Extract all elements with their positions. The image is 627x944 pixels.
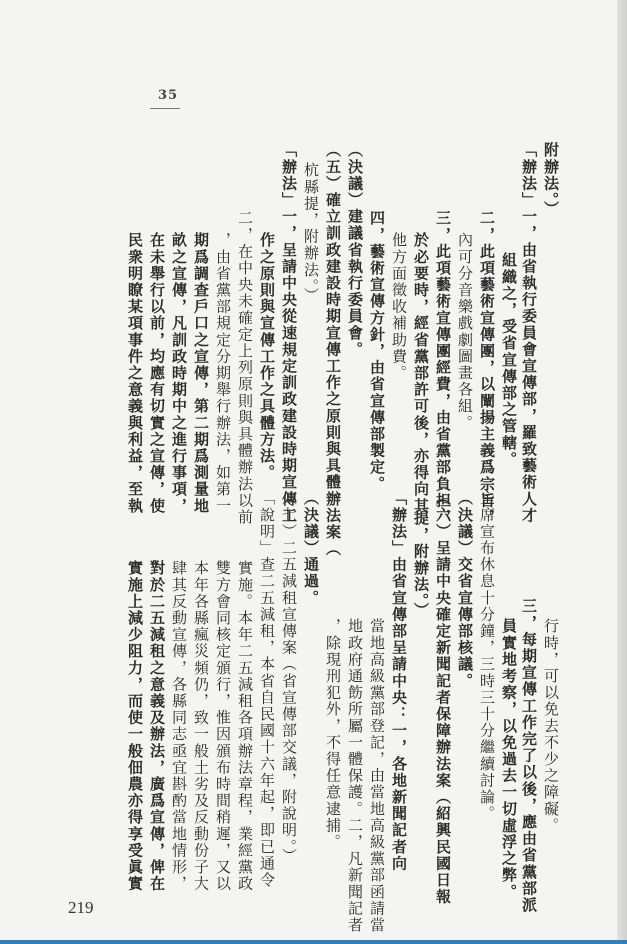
text-column: （六）呈請中央確定新聞記者保障辦法案（紹興民國日報 — [434, 490, 452, 905]
text-column: 三，此項藝術宣傳團經費，由省黨部負担， — [434, 210, 452, 526]
text-column: ，除現刑犯外，不得任意逮捕。 — [324, 618, 342, 851]
text-column: 本年各縣瘋災頻仍，致一般土劣及反動份子大 — [192, 560, 210, 892]
text-column: 組織之，受省宣傳部之管轄。 — [500, 252, 518, 468]
text-column: 二，在中央未確定上列原則與具體辦法以前 — [236, 210, 254, 526]
text-column: 民衆明瞭某項事件之意義與利益，至執 — [126, 232, 144, 515]
text-column: 雙方會同核定頒行，惟因頒布時間稍遲，又以 — [214, 560, 232, 892]
page-number-rule — [150, 108, 180, 109]
text-column: （決議）交省宣傳部核議。 — [456, 490, 474, 690]
text-column: （決議）建議省執行委員會。 — [346, 142, 364, 358]
text-column: 二，此項藝術宣傳團，以闡揚主義爲宗旨， — [478, 210, 496, 526]
text-column: （七）二五減租宣傳案（省宣傳部交議，附說明。） — [280, 490, 298, 865]
text-column: 地政府通飭所屬一體保護。二，凡新聞記者 — [346, 618, 364, 934]
text-column: 主席宣布休息十分鐘，三時三十分繼續討論。 — [478, 490, 496, 822]
text-column: 提，附辦法。） — [412, 510, 430, 619]
text-column: 杭縣提，附辦法。） — [302, 162, 320, 304]
text-column: （五）確立訓政建設時期宣傳工作之原則與具體辦法案（ — [324, 142, 342, 557]
text-column: 他方面徵收補助費。 — [390, 232, 408, 382]
text-column: 於必要時，經省黨部許可後，亦得向其 — [412, 232, 430, 515]
text-column: ，由省黨部規定分期舉行辦法，如第一 — [214, 232, 232, 515]
text-column: 內可分音樂戲劇圖畫各組。 — [456, 232, 474, 432]
text-column: 作之原則與宣傳工作之具體方法。 — [258, 232, 276, 481]
page-number-top: 35 — [158, 88, 179, 103]
text-column: 四，藝術宣傳方針，由省宣傳部製定。 — [368, 210, 386, 493]
text-column: 肆其反動宣傳，各縣同志亟宜斟酌當地情形， — [170, 560, 188, 892]
page-number-footer: 219 — [68, 898, 94, 917]
text-column: 「辦法」一，由省執行委員會宣傳部，羅致藝術人才 — [520, 142, 538, 524]
text-column: 「辦法」由省宣傳部呈請中央：一，各地新聞記者向 — [390, 490, 408, 872]
text-column: 在未舉行以前，均應有切實之宣傳，使 — [148, 232, 166, 515]
text-column: 實施上減少阻力，而使一般佃農亦得享受眞實 — [126, 560, 144, 892]
text-column: 實施。本年二五減租各項辦法章程，業經黨政 — [236, 560, 254, 892]
text-column: （決議）通過。 — [302, 490, 320, 607]
page-edge-shadow — [617, 0, 627, 944]
text-column: 對於二五減租之意義及辦法，廣爲宣傳，俾在 — [148, 560, 166, 892]
text-column: 「說明」查二五減租，本省自民國十六年起，即已通令 — [258, 490, 276, 889]
text-column: 附辦法。） — [542, 142, 560, 218]
text-column: 三，每期宣傳工作完了以後，應由省黨部派 — [520, 598, 538, 914]
text-column: 「辦法」一，呈請中央從速規定訓政建設時期宣傳工 — [280, 142, 298, 524]
text-column: 期爲調查戶口之宣傳，第二期爲測量地 — [192, 232, 210, 515]
text-column: 當地高級黨部登記，由當地高級黨部函請當 — [368, 618, 386, 934]
text-column: 行時，可以免去不少之障礙。 — [542, 618, 560, 834]
viewer-bottom-bar — [0, 940, 627, 944]
text-column: 畝之宣傳，凡訓政時期中之進行事項， — [170, 232, 188, 515]
text-column: 員實地考察，以免過去一切虛浮之弊。 — [500, 618, 518, 901]
